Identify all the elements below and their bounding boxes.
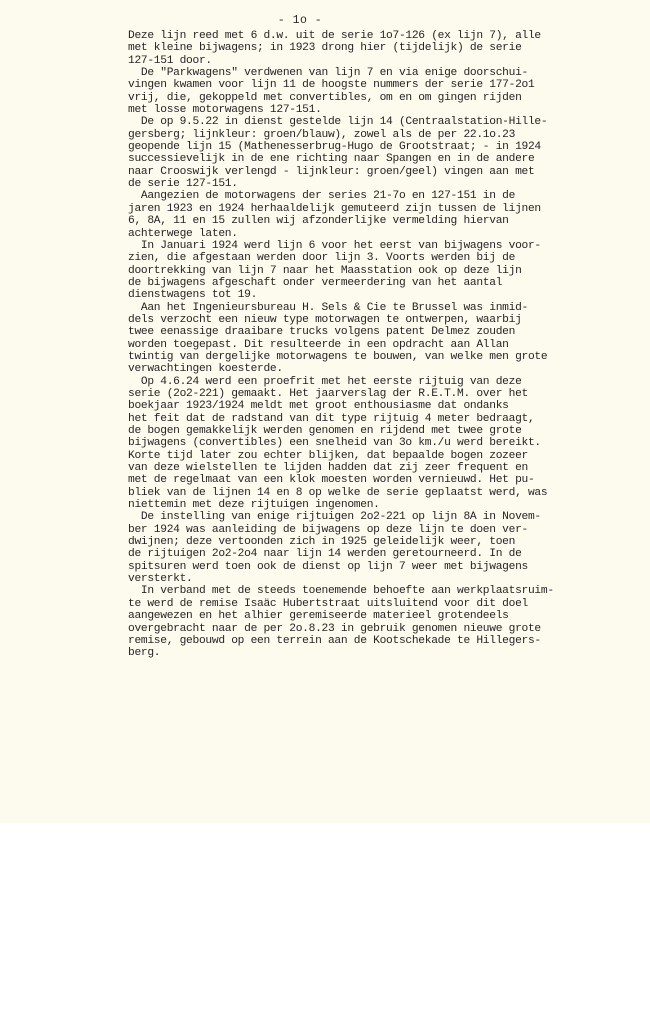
text-line: spitsuren werd toen ook de dienst op lijn 7 weer met bijwagens (128, 560, 528, 573)
text-line: doortrekking van lijn 7 naar het Maasstation ook op deze lijn (128, 264, 522, 277)
text-line: Aan het Ingenieursbureau H. Sels & Cie te Brussel was inmid- (128, 301, 528, 314)
text-line: De instelling van enige rijtuigen 2o2-221 op lijn 8A in Novem- (128, 511, 541, 524)
text-line: van deze wielstellen te lijden hadden dat zij zeer frequent en (128, 462, 528, 475)
text-line: Op 4.6.24 werd een proefrit met het eerste rijtuig van deze (128, 375, 522, 388)
text-line: serie (2o2-221) gemaakt. Het jaarverslag der R.E.T.M. over het (128, 387, 528, 400)
text-line: berg. (128, 647, 161, 660)
text-line: vingen kwamen voor lijn 11 de hoogste nummers der serie 177-2o1 (128, 79, 535, 92)
text-line: 127-151 door. (128, 54, 212, 67)
text-line: 6, 8A, 11 en 15 zullen wij afzonderlijke vermelding hiervan (128, 215, 509, 228)
text-line: verwachtingen koesterde. (128, 363, 283, 376)
text-line: worden toegepast. Dit resulteerde in een opdracht aan Allan (128, 338, 509, 351)
text-line: Korte tijd later zou echter blijken, dat bepaalde bogen zozeer (128, 449, 528, 462)
text-line: remise, gebouwd op een terrein aan de Kootschekade te Hillegers- (128, 634, 541, 647)
text-line: successievelijk in de ene richting naar Spangen en in de andere (128, 153, 535, 166)
text-line: met kleine bijwagens; in 1923 drong hier (tijdelijk) de serie (128, 42, 522, 55)
text-line: dels verzocht een nieuw type motorwagen te ontwerpen, waarbij (128, 313, 522, 326)
text-line: te werd de remise Isaäc Hubertstraat uitsluitend voor dit doel (128, 597, 528, 610)
text-line: bijwagens (convertibles) een snelheid van 3o km./u werd bereikt. (128, 437, 541, 450)
text-line: dwijnen; deze vertoonden zich in 1925 geleidelijk weer, toen (128, 536, 516, 549)
text-line: de bijwagens afgeschaft onder vermeerdering van het aantal (128, 276, 503, 289)
text-line: de rijtuigen 2o2-2o4 naar lijn 14 werden geretourneerd. In de (128, 548, 522, 561)
text-line: De op 9.5.22 in dienst gestelde lijn 14 (Centraalstation-Hille- (128, 116, 548, 129)
text-line: boekjaar 1923/1924 meldt met groot enthousiasme dat ondanks (128, 400, 509, 413)
text-line: dienstwagens tot 19. (128, 289, 258, 302)
text-line: twintig van dergelijke motorwagens te bouwen, van welke men grote (128, 350, 548, 363)
text-line: aangewezen en het alhier geremiseerde materieel grotendeels (128, 610, 509, 623)
text-line: met de regelmaat van een klok moesten worden vernieuwd. Het pu- (128, 474, 535, 487)
text-line: versterkt. (128, 573, 193, 586)
text-line: Deze lijn reed met 6 d.w. uit de serie 1o7-126 (ex lijn 7), alle (128, 30, 541, 42)
text-line: Aangezien de motorwagens der series 21-7o en 127-151 in de (128, 190, 516, 203)
text-line: In Januari 1924 werd lijn 6 voor het eerst van bijwagens voor- (128, 239, 541, 252)
text-line: met losse motorwagens 127-151. (128, 104, 322, 117)
text-line: De "Parkwagens" verdwenen van lijn 7 en via enige doorschui- (128, 67, 528, 80)
body-text (128, 30, 648, 660)
text-line: niettemin met deze rijtuigen ingenomen. (128, 499, 380, 512)
text-line: jaren 1923 en 1924 herhaaldelijk gemuteerd zijn tussen de lijnen (128, 202, 541, 215)
text-line: de serie 127-151. (128, 178, 238, 191)
text-line: twee eenassige draaibare trucks volgens patent Delmez zouden (128, 326, 516, 339)
text-line: achterwege laten. (128, 227, 238, 240)
text-line: bliek van de lijnen 14 en 8 op welke de serie geplaatst werd, was (128, 486, 548, 499)
page-number: - 1o - (277, 14, 323, 27)
text-line: vrij, die, gekoppeld met convertibles, om en om gingen rijden (128, 91, 522, 104)
text-line: de bogen gemakkelijk werden genomen en rijdend met twee grote (128, 425, 522, 437)
text-line: het feit dat de radstand van dit type rijtuig 4 meter bedraagt, (128, 412, 535, 425)
text-line: ber 1924 was aanleiding de bijwagens op deze lijn te doen ver- (128, 523, 528, 536)
text-line: zien, die afgestaan werden door lijn 3. Voorts werden bij de (128, 252, 516, 265)
text-line: gersberg; lijnkleur: groen/blauw), zowel als de per 22.1o.23 (128, 128, 516, 141)
text-line: naar Crooswijk verlengd - lijnkleur: groen/geel) vingen aan met (128, 165, 535, 178)
text-line: geopende lijn 15 (Mathenesserbrug-Hugo de Grootstraat; - in 1924 (128, 141, 541, 154)
text-line: overgebracht naar de per 2o.8.23 in gebruik genomen nieuwe grote (128, 622, 541, 635)
text-line: In verband met de steeds toenemende behoefte aan werkplaatsruim- (128, 585, 554, 598)
